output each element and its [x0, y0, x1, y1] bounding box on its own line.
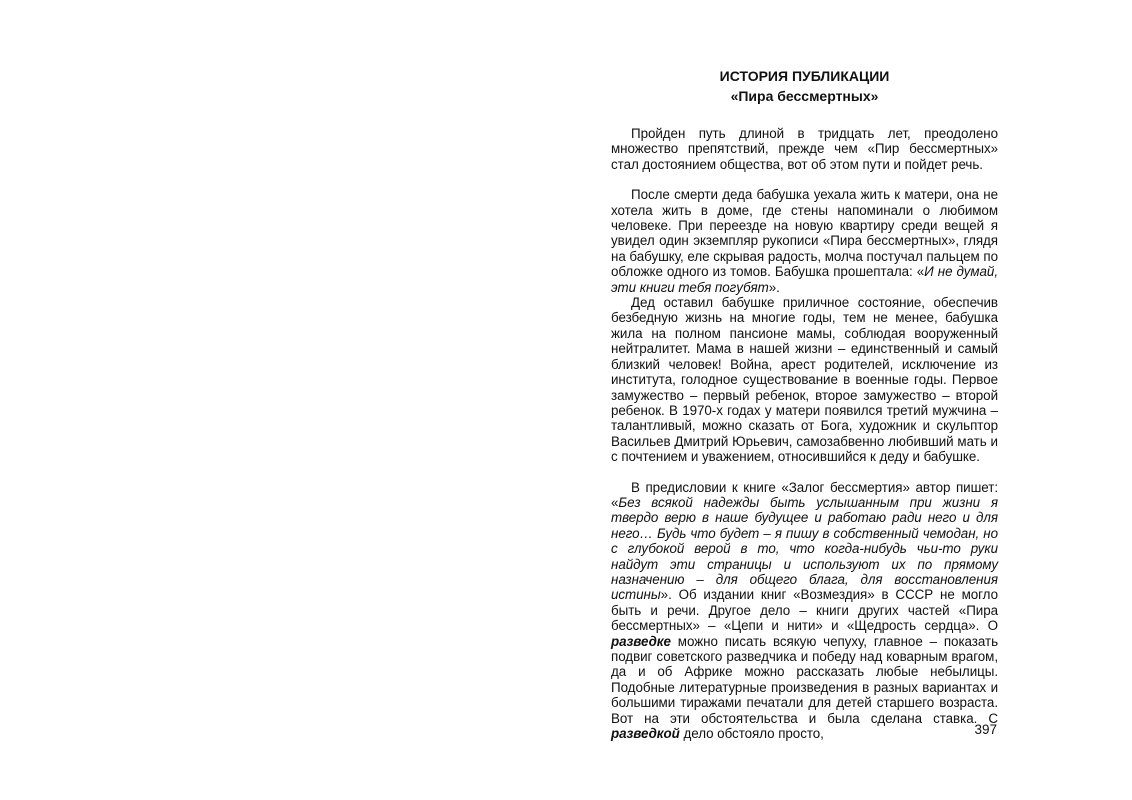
paragraph-4-text-b: ». Об издании книг «Возмездия» в СССР не могло быть и речи. Другое дело – книги других частей «Пира бессмертных» – «Цепи и нити» и «Щедрость сердца». О: [611, 587, 998, 634]
paragraph-4-text-c: можно писать всякую чепуху, главное – показать подвиг советского разведчика и победу над коварным врагом, да и об Африке можно рассказать любые небылицы. Подобные литературные произведения в разных вариантах и большими тиражами печатали для детей старшего возраста. Вот на эти обстоятельства и была сделана ставка. С: [611, 633, 998, 726]
paragraph-4: [611, 480, 998, 742]
paragraph-2-text: После смерти деда бабушка уехала жить к матери, она не хотела жить в доме, где стены напоминали о любимом человеке. При переезде на новую квартиру среди вещей я увидел один экземпляр рукописи «Пира бессмертных», глядя на бабушку, еле скрывая радость, молча постучал пальцем по обложке одного из томов. Бабушка прошептала: «: [611, 187, 998, 280]
paragraph-4-emphasis-1: разведке: [611, 633, 671, 649]
chapter-subtitle: «Пира бессмертных»: [730, 88, 879, 104]
paragraph-4-quote: Без всякой надежды быть услышанным при жизни я твердо верю в наше будущее и работаю ради него и для него… Будь что будет – я пишу в собственный чемодан, но с глубокой верой в то, что когда-нибудь чьи-то руки найдут эти страницы и используют их по прямому назначению – для общего блага, для восстановления истины: [611, 494, 998, 603]
paragraph-2: [611, 187, 998, 295]
paragraph-4-emphasis-2: разведкой: [611, 726, 680, 742]
paragraph-3: Дед оставил бабушке приличное состояние, обеспечив безбедную жизнь на многие годы, тем не менее, бабушка жила на полном пансионе мамы, соблюдая вооруженный нейтралитет. Мама в нашей жизни – единственный и самый близкий человек! Война, арест родителей, исключение из института, голодное существование в военные годы. Первое замужество – первый ребенок, второе замужество – второй ребенок. В 1970-х годах у матери появился третий мужчина – талантливый, можно сказать от Бога, художник и скульптор Васильев Дмитрий Юрьевич, самозабвенно любивший мать и с почтением и уважением, относившийся к деду и бабушке.: [611, 295, 998, 465]
paragraph-4-text-d: дело обстояло просто,: [679, 726, 824, 742]
page-number: 397: [974, 722, 997, 737]
paragraph-4-text-a: В предисловии к книге «Залог бессмертия» автор пишет: «: [611, 479, 998, 510]
text-column: [611, 66, 998, 741]
paragraph-2-quote: И не думай, эти книги тебя погубят: [611, 264, 999, 295]
chapter-title: ИСТОРИЯ ПУБЛИКАЦИИ: [719, 68, 890, 84]
paragraph-1: Пройден путь длиной в тридцать лет, преодолено множество препятствий, прежде чем «Пир бессмертных» стал достоянием общества, вот об этом пути и пойдет речь.: [611, 126, 998, 172]
paragraph-2-end: ».: [768, 279, 780, 295]
